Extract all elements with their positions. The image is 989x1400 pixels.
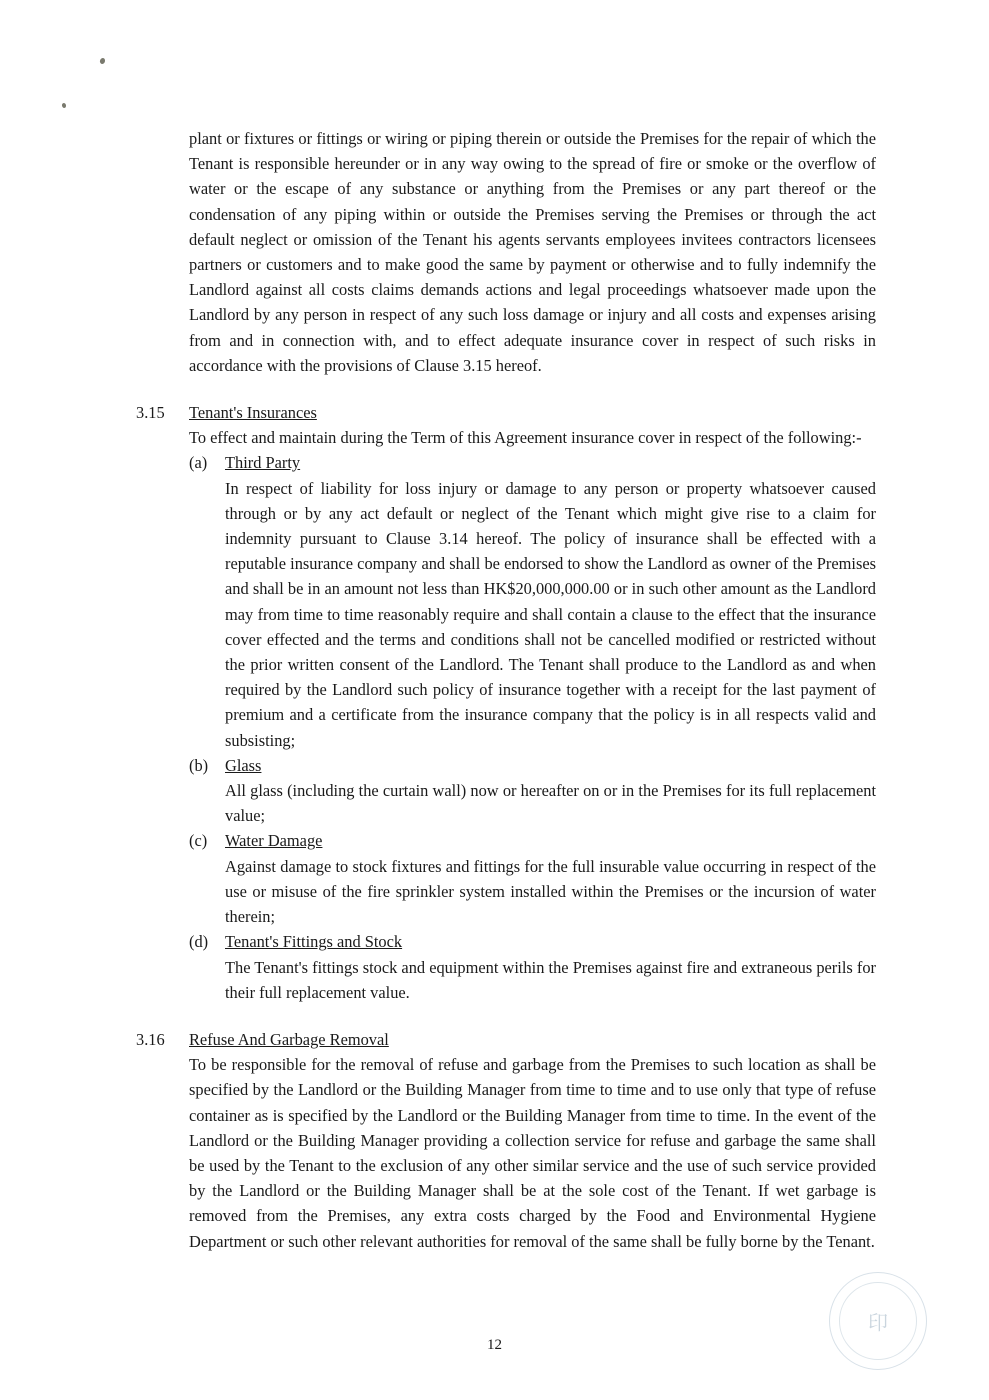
- clause-3-16: [136, 1027, 876, 1254]
- subclause-c: [189, 828, 876, 929]
- page-number: 12: [487, 1337, 502, 1353]
- chop-stamp-icon: [829, 1272, 927, 1370]
- clause-3-15-heading: Tenant's Insurances: [189, 403, 317, 423]
- subclause-a-text: In respect of liability for loss injury or damage to any person or property whatsoever caused through or by any act default or neglect of the Tenant which might give rise to a claim for indemnity pursuant to Clause 3.14 hereof. The policy of insurance shall be effected with a reputable insurance company and shall be endorsed to show the Landlord as owner of the Premises and shall be in an amount not less than HK$20,000,000.00 or in such other amount as the Landlord may from time to time reasonably require and shall contain a clause to the effect that the insurance cover effected and the terms and conditions shall not be cancelled modified or restricted without the prior written consent of the Landlord. The Tenant shall produce to the Landlord as and when required by the Landlord such policy of insurance together with a receipt for the last payment of premium and a certificate from the insurance company that the policy is in all respects valid and subsisting;: [225, 478, 876, 750]
- subclause-d-body: [225, 929, 876, 1005]
- subclause-d-text: The Tenant's fittings stock and equipment within the Premises against fire and extraneous perils for their full replacement value.: [225, 957, 876, 1002]
- continuation-paragraph: [189, 126, 876, 378]
- subclause-d-label: (d): [189, 932, 209, 952]
- subclause-a-body: [225, 450, 876, 752]
- subclause-b-text: All glass (including the curtain wall) now or hereafter on or in the Premises for its full replacement value;: [225, 781, 876, 826]
- subclause-c-heading: Water Damage: [225, 831, 323, 851]
- clause-3-15-intro: To effect and maintain during the Term of this Agreement insurance cover in respect of the following:-: [189, 428, 862, 448]
- subclause-c-label: (c): [189, 831, 208, 851]
- clause-3-16-body: [189, 1027, 876, 1254]
- subclause-b-body: [225, 753, 876, 829]
- clause-3-15-number: 3.15: [136, 403, 165, 423]
- continuation-paragraph-text: plant or fixtures or fittings or wiring or piping therein or outside the Premises for the repair of which the Tenant is responsible hereunder or in any way owing to the spread of fire or smoke or the overflow of water or the escape of any substance or anything from the Premises or any part thereof or the condensation of any piping within or outside the Premises serving the Premises or through the act default neglect or omission of the Tenant his agents servants employees invitees contractors licensees partners or customers and to make good the same by payment or otherwise and to fully indemnify the Landlord against all costs claims demands actions and legal proceedings whatsoever made upon the Landlord by any person in respect of any such loss damage or injury and all costs and expenses arising from and in connection with, and to effect adequate insurance cover in respect of such risks in accordance with the provisions of Clause 3.15 hereof.: [189, 129, 876, 375]
- clause-3-16-number: 3.16: [136, 1029, 165, 1049]
- clause-3-15-body: [189, 400, 876, 1005]
- subclause-b-label: (b): [189, 755, 209, 775]
- subclause-d: [189, 929, 876, 1005]
- clause-3-15: [136, 400, 876, 1005]
- clause-3-16-heading: Refuse And Garbage Removal: [189, 1029, 389, 1049]
- chop-stamp-mark: 印: [868, 1312, 888, 1335]
- subclause-c-text: Against damage to stock fixtures and fittings for the full insurable value occurring in respect of the use or misuse of the fire sprinkler system installed within the Premises or the incursion of water therein;: [225, 856, 876, 927]
- subclause-c-body: [225, 828, 876, 929]
- subclause-b-heading: Glass: [225, 755, 262, 775]
- subclause-a-heading: Third Party: [225, 453, 301, 473]
- subclause-d-heading: Tenant's Fittings and Stock: [225, 932, 403, 952]
- subclause-b: [189, 753, 876, 829]
- page-content: [136, 126, 876, 1254]
- scan-artifact-speck: [99, 57, 106, 64]
- subclause-a: [189, 450, 876, 752]
- scan-artifact-speck: [61, 103, 66, 109]
- clause-3-16-text: To be responsible for the removal of refuse and garbage from the Premises to such location as shall be specified by the Landlord or the Building Manager from time to time and to use only that type of refuse container as is specified by the Landlord or the Building Manager from time to time. In the event of the Landlord or the Building Manager providing a collection service for refuse and garbage the same shall be used by the Tenant to the exclusion of any other similar service and the use of such service provided by the Landlord or the Building Manager shall be at the sole cost of the Tenant. If wet garbage is removed from the Premises, any extra costs charged by the Food and Environmental Hygiene Department or such other relevant authorities for removal of the same shall be fully borne by the Tenant.: [189, 1055, 876, 1251]
- subclause-a-label: (a): [189, 453, 208, 473]
